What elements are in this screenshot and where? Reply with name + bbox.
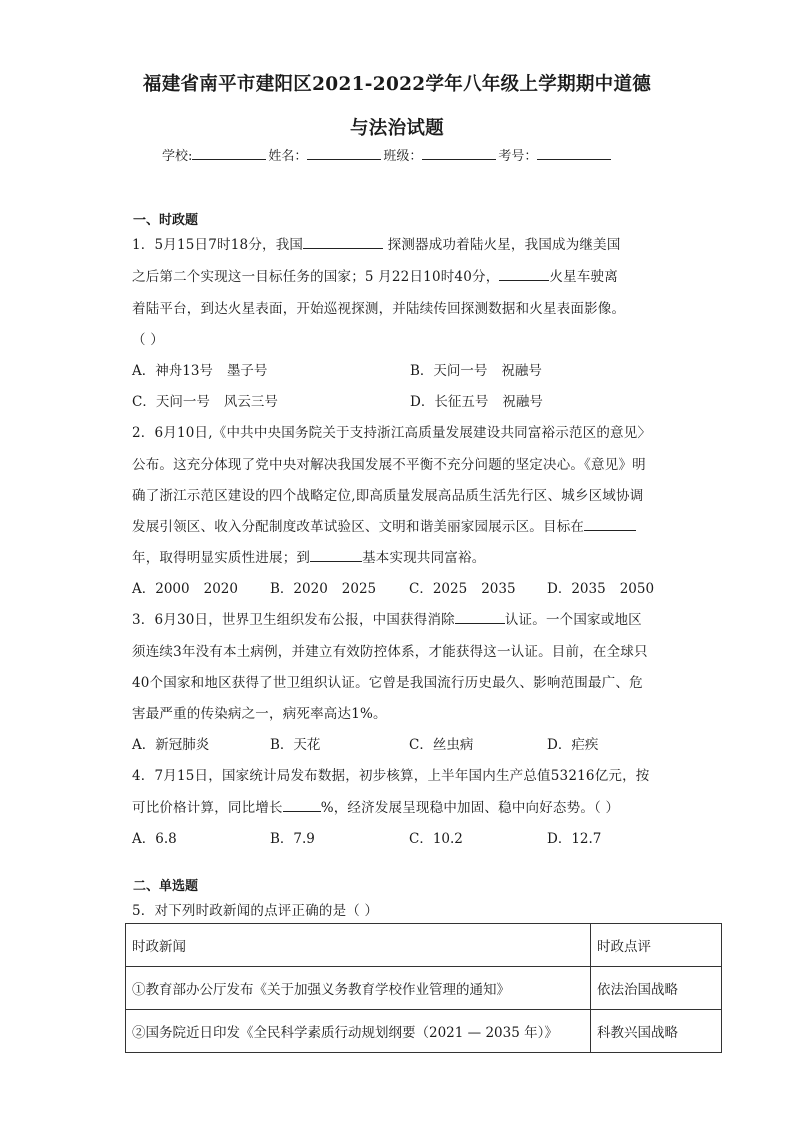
option-text: 祝融号: [502, 394, 543, 410]
table-row: [126, 1010, 722, 1053]
q4-option-a[interactable]: A．6.8: [132, 831, 177, 847]
section-heading-single-choice: 二、单选题: [133, 879, 199, 894]
q2-line1: 2．6月10日,《中共中央国务院关于支持浙江高质量发展建设共同富裕示范区的意见〉: [132, 425, 652, 441]
q4-text: %，经济发展呈现稳中加固、稳中向好态势。（ ）: [320, 800, 620, 816]
q3-text: 3．6月30日，世界卫生组织发布公报，中国获得消除: [132, 612, 455, 628]
q2-text: 发展引领区、收入分配制度改革试验区、文明和谐美丽家园展示区。目标在: [132, 519, 585, 535]
q1-line4: （ ）: [132, 332, 164, 348]
q1-text: 火星车驶离: [549, 269, 618, 285]
q4-line1: 4．7月15日，国家统计局发布数据，初步核算，上半年国内生产总值53216亿元，按: [132, 768, 650, 784]
table-header-row: [126, 924, 722, 967]
q1-option-a[interactable]: [132, 359, 267, 379]
q4-blank: [283, 798, 321, 812]
q1-line2: [132, 265, 618, 285]
q3-line4: 害最严重的传染病之一，病死率高达1%。: [132, 706, 387, 722]
q4-option-d[interactable]: D．12.7: [547, 831, 602, 847]
exam-title-line2: 与法治试题: [349, 118, 444, 139]
table-header-cell: 时政新闻: [126, 924, 591, 967]
option-text: 2035: [481, 581, 516, 597]
option-text: 2025: [341, 581, 377, 597]
q2-text: 基本实现共同富裕。: [362, 550, 486, 566]
section-heading-current-affairs: 一、时政题: [133, 213, 199, 228]
school-blank[interactable]: [192, 146, 266, 160]
q2-text: 年，取得明显实质性进展；到: [132, 550, 311, 566]
option-text: 2020: [203, 581, 238, 597]
q3-option-d[interactable]: D．疟疾: [547, 737, 599, 753]
option-text: A．2000: [132, 581, 190, 597]
option-text: 风云三号: [223, 394, 278, 410]
table-header-cell: 时政点评: [591, 924, 722, 967]
school-label: 学校:: [162, 149, 193, 164]
q2-option-a[interactable]: [132, 577, 238, 597]
option-text: C．天问一号: [132, 394, 210, 410]
exam-no-label: 考号：: [498, 149, 538, 164]
q1-line1: [132, 233, 621, 253]
class-blank[interactable]: [422, 146, 496, 160]
option-text: 祝融号: [501, 363, 542, 379]
q1-blank1: [303, 235, 383, 249]
q4-text: 可比价格计算，同比增长: [132, 800, 283, 816]
q3-line1: [132, 608, 642, 628]
q1-option-d[interactable]: [410, 390, 543, 410]
exam-no-blank[interactable]: [537, 146, 611, 160]
q5-stem: 5．对下列时政新闻的点评正确的是（ ）: [132, 903, 379, 919]
q3-option-b[interactable]: B．天花: [270, 737, 321, 753]
news-comment-table: [125, 923, 722, 1053]
q3-line2: 须连续3年没有本土病例，并建立有效防控体系，才能获得这一认证。目前，在全球只: [132, 644, 648, 660]
q3-blank: [455, 610, 505, 624]
option-text: C．2025: [409, 581, 468, 597]
q2-option-b[interactable]: [270, 577, 376, 597]
q4-line2: [132, 796, 619, 816]
q2-blank1: [584, 517, 636, 531]
name-label: 姓名：: [268, 149, 308, 164]
q2-blank2: [310, 548, 362, 562]
q1-option-c[interactable]: [132, 390, 278, 410]
option-text: B．2020: [270, 581, 328, 597]
table-cell: ②国务院近日印发《全民科学素质行动规划纲要（2021 — 2035 年）》: [126, 1010, 591, 1053]
q3-text: 认证。一个国家或地区: [504, 612, 642, 628]
option-text: A．神舟13号: [132, 363, 213, 379]
table-cell: 依法治国战略: [591, 967, 722, 1010]
q2-line5: [132, 546, 485, 566]
option-text: 2050: [619, 581, 655, 597]
option-text: D．2035: [547, 581, 606, 597]
q3-line3: 40个国家和地区获得了世卫组织认证。它曾是我国流行历史最久、影响范围最广、危: [132, 675, 643, 691]
table-cell: ①教育部办公厅发布《关于加强义务教育学校作业管理的通知》: [126, 967, 591, 1010]
q1-blank2: [499, 267, 549, 281]
q3-option-c[interactable]: C．丝虫病: [409, 737, 474, 753]
q1-line3: 着陆平台，到达火星表面，开始巡视探测，并陆续传回探测数据和火星表面影像。: [132, 301, 626, 317]
q1-option-b[interactable]: [410, 359, 542, 379]
class-label: 班级：: [383, 149, 423, 164]
table-cell: 科教兴国战略: [591, 1010, 722, 1053]
option-text: B．天问一号: [410, 363, 488, 379]
q1-text: 探测器成功着陆火星，我国成为继美国: [383, 237, 621, 253]
q1-text: 之后第二个实现这一目标任务的国家；5 月22日10时40分，: [132, 269, 500, 285]
q3-option-a[interactable]: A．新冠肺炎: [132, 737, 210, 753]
student-info-row: [162, 145, 613, 164]
q4-option-b[interactable]: B．7.9: [270, 831, 315, 847]
q2-option-c[interactable]: [409, 577, 516, 597]
q1-text: 1．5月15日7时18分，我国: [132, 237, 304, 253]
option-text: D．长征五号: [410, 394, 489, 410]
exam-title-line1: 福建省南平市建阳区2021-2022学年八年级上学期期中道德: [142, 74, 652, 95]
name-blank[interactable]: [307, 146, 381, 160]
option-text: 墨子号: [226, 363, 268, 379]
q4-option-c[interactable]: C．10.2: [409, 831, 463, 847]
q2-line2: 公布。这充分体现了党中央对解决我国发展不平衡不充分问题的坚定决心。《意见》明: [132, 457, 646, 473]
table-row: [126, 967, 722, 1010]
q2-line3: 确了浙江示范区建设的四个战略定位,即高质量发展高品质生活先行区、城乡区域协调: [132, 488, 644, 504]
q2-option-d[interactable]: [547, 577, 654, 597]
q2-line4: [132, 515, 636, 535]
